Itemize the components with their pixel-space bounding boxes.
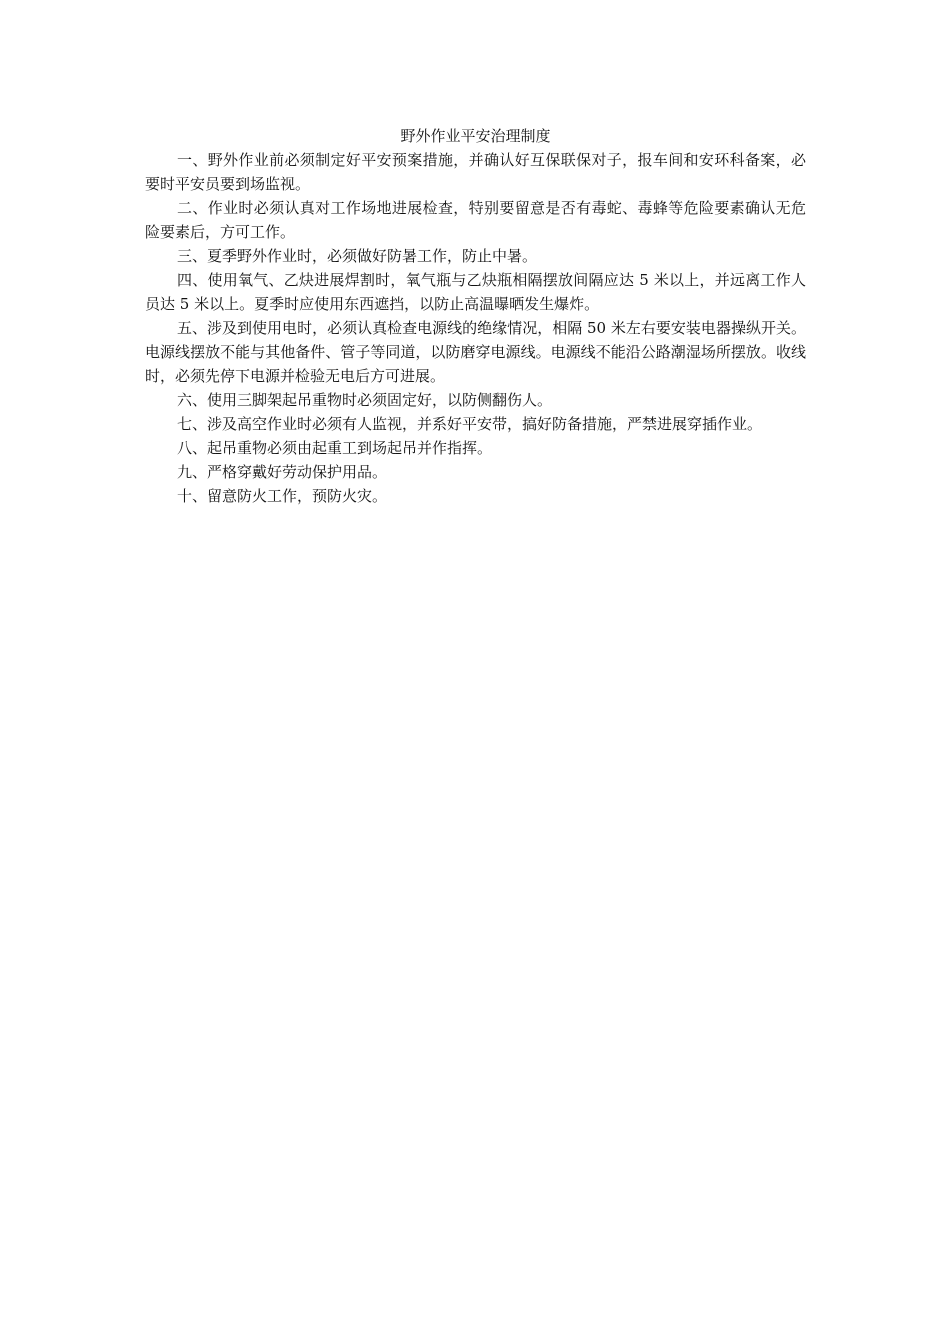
document-body [145,124,806,508]
paragraph-3: 三、夏季野外作业时，必须做好防暑工作，防止中暑。 [177,247,538,265]
paragraph-6: 六、使用三脚架起吊重物时必须固定好，以防侧翻伤人。 [177,391,553,409]
paragraph-8: 八、起吊重物必须由起重工到场起吊并作指挥。 [177,439,493,457]
paragraph-10: 十、留意防火工作，预防火灾。 [177,487,388,505]
paragraph-2: 二、作业时必须认真对工作场地进展检查，特别要留意是否有毒蛇、毒蜂等危险要素确认无危险要素后，方可工作。 [145,199,806,241]
paragraph-9: 九、严格穿戴好劳动保护用品。 [177,463,388,481]
paragraph-1: 一、野外作业前必须制定好平安预案措施，并确认好互保联保对子，报车间和安环科备案，必要时平安员要到场监视。 [145,151,806,193]
paragraph-7: 七、涉及高空作业时必须有人监视，并系好平安带，搞好防备措施，严禁进展穿插作业。 [177,415,763,433]
paragraph-5: 五、涉及到使用电时，必须认真检查电源线的绝缘情况，相隔 50 米左右要安装电器操纵开关。电源线摆放不能与其他备件、管子等同道，以防磨穿电源线。电源线不能沿公路潮湿场所摆放。收线时，必须先停下电源并检验无电后方可进展。 [145,319,806,385]
document-title: 野外作业平安治理制度 [400,127,551,145]
paragraph-4: 四、使用氧气、乙炔进展焊割时，氧气瓶与乙炔瓶相隔摆放间隔应达 5 米以上，并远离工作人员达 5 米以上。夏季时应使用东西遮挡，以防止高温曝晒发生爆炸。 [145,271,806,313]
